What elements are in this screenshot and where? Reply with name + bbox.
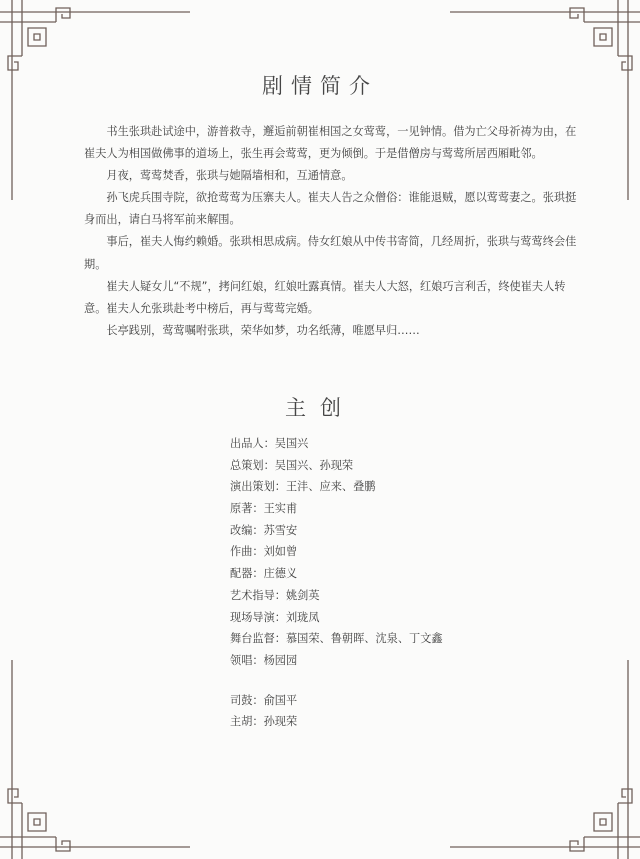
- credit-line: 演出策划：王沣、应来、叠鹏: [230, 480, 376, 494]
- synopsis-title: 剧情简介: [262, 74, 378, 98]
- credit-line: 舞台监督：慕国荣、鲁朝晖、沈泉、丁文鑫: [230, 632, 443, 646]
- synopsis-paragraph: 孙飞虎兵围寺院，欲抢莺莺为压寨夫人。崔夫人告之众僧俗：谁能退贼，愿以莺莺妻之。张珙挺身而出，请白马将军前来解围。: [84, 191, 577, 227]
- synopsis-body: [84, 121, 582, 342]
- synopsis-paragraph: 书生张珙赴试途中，游普救寺，邂逅前朝崔相国之女莺莺，一见钟情。借为亡父母祈祷为由，在崔夫人为相国做佛事的道场上，张生再会莺莺，更为倾倒。于是借僧房与莺莺所居西厢毗邻。: [84, 125, 577, 161]
- credit-line: 总策划：吴国兴、孙现荣: [230, 458, 354, 472]
- credit-line: 艺术指导：姚剑英: [230, 588, 320, 602]
- credit-line: 主胡：孙现荣: [230, 715, 298, 729]
- credit-line: 改编：苏雪安: [230, 523, 298, 537]
- synopsis-paragraph: 事后，崔夫人悔约赖婚。张珙相思成病。侍女红娘从中传书寄简，几经周折，张珙与莺莺终会佳期。: [84, 235, 577, 271]
- synopsis-paragraph: 月夜，莺莺焚香，张珙与她隔墙相和，互通情意。: [106, 169, 353, 183]
- creators-title: 主创: [285, 396, 355, 420]
- fret-corner-bottom-left: [0, 660, 190, 859]
- synopsis-paragraph: 长亭践别，莺莺嘱咐张珙，荣华如梦，功名纸薄，唯愿早归……: [106, 323, 420, 337]
- credit-line: 领唱：杨园园: [230, 653, 298, 667]
- credit-spacer: [230, 672, 560, 690]
- credit-line: 出品人：吴国兴: [230, 437, 309, 450]
- credit-line: 原著：王实甫: [230, 502, 298, 516]
- synopsis-paragraph: 崔夫人疑女儿“不规”，拷问红娘，红娘吐露真情。崔夫人大怒，红娘巧言利舌，终使崔夫人转意。崔夫人允张珙赴考中榜后，再与莺莺完婚。: [84, 279, 566, 315]
- credit-line: 现场导演：刘珑凤: [230, 610, 320, 624]
- credit-line: 配器：庄德义: [230, 567, 298, 581]
- credit-line: 司鼓：俞国平: [230, 693, 298, 707]
- credits-list: [230, 433, 560, 733]
- credit-line: 作曲：刘如曾: [230, 545, 298, 559]
